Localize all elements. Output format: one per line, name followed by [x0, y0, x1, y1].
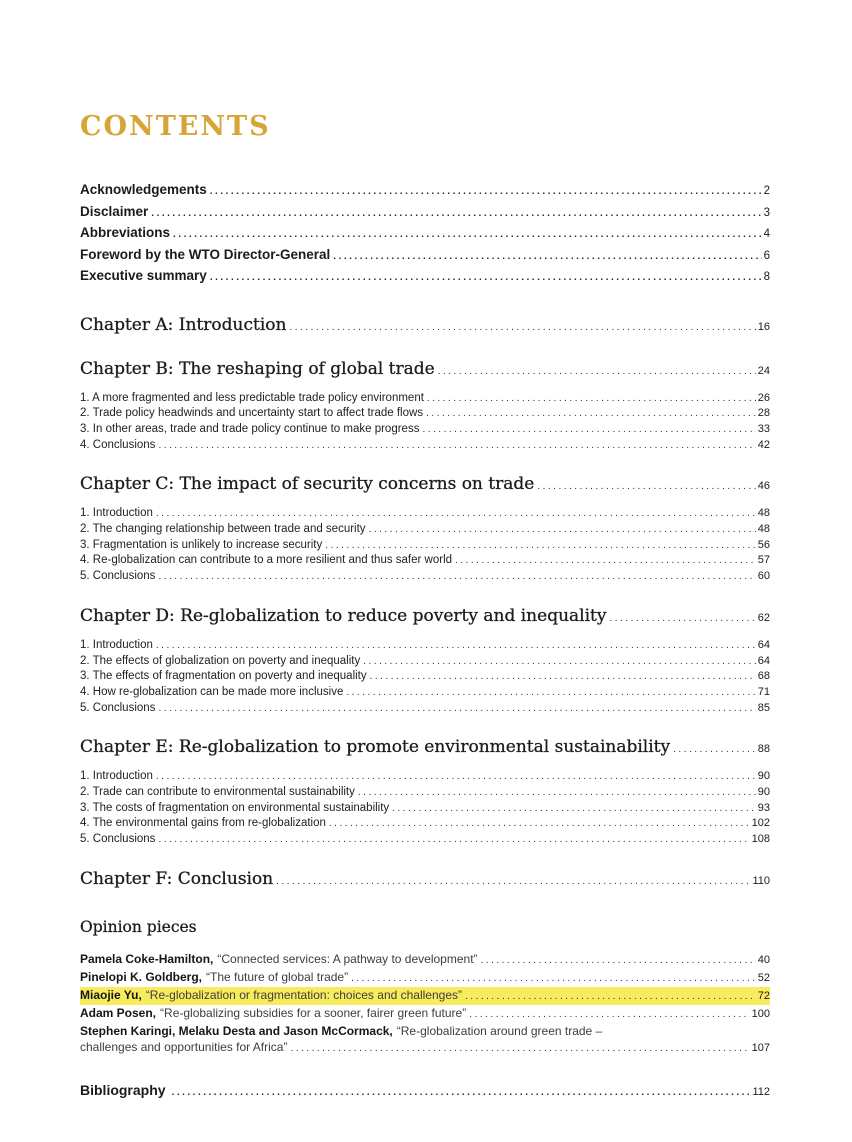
opinion-author: Stephen Karingi, Melaku Desta and Jason McCormack, [80, 1023, 393, 1038]
toc-subentry-page: 42 [757, 438, 770, 451]
dot-leader [172, 1083, 751, 1103]
dot-leader [392, 801, 756, 817]
toc-subentry[interactable] [80, 406, 770, 422]
toc-entry-opinion-coke-hamilton[interactable] [80, 951, 770, 969]
dot-leader [609, 609, 755, 629]
dot-leader [329, 816, 750, 832]
opinion-entry-line1 [80, 1023, 770, 1039]
toc-subentry-page: 90 [757, 786, 770, 799]
chapter-c-section [80, 474, 770, 585]
toc-entry-page: 8 [763, 271, 770, 283]
toc-subentry-page: 102 [751, 817, 770, 830]
chapter-d-section [80, 606, 770, 717]
chapter-title: Chapter A: Introduction [80, 314, 287, 335]
toc-entry-page: 100 [751, 1007, 770, 1020]
dot-leader [173, 225, 762, 245]
toc-entry-chapter-a[interactable] [80, 315, 770, 338]
toc-subentry[interactable] [80, 553, 770, 569]
dot-leader [438, 362, 756, 382]
toc-subentry-label: 3. In other areas, trade and trade policy continue to make progress [80, 422, 420, 435]
dot-leader [156, 769, 756, 785]
opinion-author: Pamela Coke-Hamilton, [80, 951, 214, 966]
toc-entry-disclaimer[interactable] [80, 202, 770, 224]
toc-subentry-label: 3. The costs of fragmentation on environmental sustainability [80, 801, 390, 814]
toc-subentry-page: 48 [757, 523, 770, 536]
toc-subentry-label: 4. The environmental gains from re-globalization [80, 817, 326, 830]
dot-leader [363, 654, 756, 670]
toc-entry-page: 3 [763, 206, 770, 219]
dot-leader [289, 318, 755, 338]
toc-entry-page: 112 [752, 1085, 770, 1098]
chapter-title: Chapter C: The impact of security concerns on trade [80, 474, 535, 495]
opinion-title: “Re-globalization around green trade – [396, 1023, 603, 1038]
toc-subentry[interactable] [80, 816, 770, 832]
toc-entry-page: 72 [757, 989, 770, 1002]
toc-entry-page: 4 [763, 228, 770, 240]
opinion-title: “The future of global trade” [206, 969, 349, 984]
toc-subentry-page: 64 [757, 638, 770, 651]
toc-subentry-label: 3. Fragmentation is unlikely to increase security [80, 538, 323, 551]
toc-subentry[interactable] [80, 801, 770, 817]
dot-leader [346, 685, 755, 701]
dot-leader [370, 669, 756, 685]
toc-subentry-label: 4. Conclusions [80, 438, 156, 451]
dot-leader [156, 506, 756, 522]
chapter-title: Chapter F: Conclusion [80, 868, 274, 889]
toc-entry-page: 52 [757, 971, 770, 984]
toc-subentry[interactable] [80, 685, 770, 701]
toc-subentry[interactable] [80, 832, 770, 848]
toc-entry-label: Executive summary [80, 268, 207, 283]
toc-subentry-label: 4. How re-globalization can be made more inclusive [80, 685, 344, 698]
dot-leader [210, 268, 762, 288]
toc-subentry-page: 108 [751, 833, 770, 846]
dot-leader [537, 477, 755, 497]
opinion-title-continued: challenges and opportunities for Africa” [80, 1039, 288, 1054]
dot-leader [158, 701, 755, 717]
toc-entry-page: 110 [752, 874, 770, 887]
dot-leader [465, 989, 756, 1005]
toc-subentry[interactable] [80, 769, 770, 785]
toc-entry-bibliography[interactable] [80, 1080, 770, 1103]
toc-subentry-page: 68 [757, 670, 770, 683]
dot-leader [358, 785, 756, 801]
opinion-author: Miaojie Yu, [80, 987, 142, 1002]
opinion-entry-line2 [80, 1039, 770, 1057]
opinion-pieces-section [80, 918, 770, 1057]
toc-entry-page: 2 [763, 185, 770, 197]
toc-subentry-page: 90 [757, 770, 770, 783]
page-title: CONTENTS [80, 111, 271, 142]
dot-leader [158, 438, 755, 454]
front-matter-section [80, 180, 770, 288]
toc-subentry-label: 5. Conclusions [80, 833, 156, 846]
opinion-title: “Re-globalization or fragmentation: choices and challenges” [145, 987, 462, 1002]
toc-subentry-page: 85 [757, 701, 770, 714]
toc-subentry-label: 3. The effects of fragmentation on poverty and inequality [80, 670, 367, 683]
dot-leader [422, 422, 755, 438]
dot-leader [210, 182, 762, 202]
toc-entry-executive-summary[interactable] [80, 266, 770, 288]
dot-leader [455, 553, 756, 569]
toc-subentry-label: 5. Conclusions [80, 701, 156, 714]
dot-leader [290, 1041, 749, 1057]
opinion-pieces-heading: Opinion pieces [80, 917, 197, 936]
toc-entry-label: Foreword by the WTO Director-General [80, 246, 331, 262]
toc-subentry-label: 4. Re-globalization can contribute to a more resilient and thus safer world [80, 554, 453, 567]
toc-entry-foreword[interactable] [80, 245, 770, 267]
dot-leader [351, 971, 756, 987]
toc-subentry[interactable] [80, 538, 770, 554]
toc-entry-opinion-goldberg[interactable] [80, 969, 770, 987]
chapter-title: Chapter B: The reshaping of global trade [80, 358, 435, 379]
toc-subentry[interactable] [80, 522, 770, 538]
dot-leader [469, 1007, 749, 1023]
dot-leader [325, 538, 756, 554]
toc-subentry-label: 1. Introduction [80, 638, 153, 651]
toc-subentry[interactable] [80, 506, 770, 522]
chapter-b-section [80, 359, 770, 454]
dot-leader [158, 832, 749, 848]
dot-leader [673, 740, 756, 760]
toc-subentry-page: 60 [757, 570, 770, 583]
dot-leader [369, 522, 756, 538]
toc-entry-abbreviations[interactable] [80, 223, 770, 245]
chapter-title: Chapter D: Re-globalization to reduce poverty and inequality [80, 605, 607, 626]
chapter-title: Chapter E: Re-globalization to promote environmental sustainability [80, 737, 671, 758]
toc-entry-page: 40 [757, 953, 770, 966]
toc-subentry-label: 2. Trade policy headwinds and uncertainty start to affect trade flows [80, 407, 424, 420]
toc-entry-page: 62 [757, 611, 770, 624]
toc-subentry[interactable] [80, 638, 770, 654]
dot-leader [481, 953, 756, 969]
toc-entry-label: Bibliography [80, 1081, 166, 1098]
toc-entry-page: 107 [751, 1041, 770, 1054]
toc-subentry-label: 2. Trade can contribute to environmental sustainability [80, 786, 355, 799]
toc-subentry-page: 57 [757, 554, 770, 567]
toc-subentry[interactable] [80, 438, 770, 454]
toc-subentry-label: 1. Introduction [80, 770, 153, 783]
toc-subentry-page: 48 [757, 507, 770, 520]
toc-entry-label: Disclaimer [80, 203, 149, 219]
toc-subentry-label: 5. Conclusions [80, 570, 156, 583]
dot-leader [276, 872, 750, 892]
toc-subentry-page: 33 [757, 422, 770, 435]
toc-entry-page: 6 [763, 249, 770, 262]
opinion-author: Pinelopi K. Goldberg, [80, 969, 203, 984]
toc-entry-page: 46 [757, 480, 770, 493]
opinion-author: Adam Posen, [80, 1005, 157, 1020]
toc-subentry-label: 1. A more fragmented and less predictable trade policy environment [80, 391, 424, 404]
toc-entry-label: Abbreviations [80, 225, 171, 240]
toc-entry-chapter-e[interactable] [80, 737, 770, 760]
toc-entry-page: 24 [757, 364, 770, 377]
dot-leader [158, 569, 755, 585]
toc-entry-chapter-c[interactable] [80, 474, 770, 497]
toc-entry-label: Acknowledgements [80, 182, 207, 197]
toc-subentry-label: 1. Introduction [80, 507, 153, 520]
toc-entry-chapter-d[interactable] [80, 606, 770, 629]
toc-subentry[interactable] [80, 669, 770, 685]
chapter-e-section [80, 737, 770, 848]
chapter-f-section [80, 869, 770, 892]
toc-subentry-page: 71 [757, 685, 770, 698]
dot-leader [156, 638, 756, 654]
dot-leader [151, 204, 761, 224]
chapter-a-section [80, 315, 770, 338]
toc-entry-chapter-f[interactable] [80, 869, 770, 892]
toc-entry-opinion-posen[interactable] [80, 1005, 770, 1023]
toc-subentry-page: 93 [757, 801, 770, 814]
toc-entry-page: 16 [757, 320, 770, 333]
toc-subentry[interactable] [80, 701, 770, 717]
toc-entry-acknowledgements[interactable] [80, 180, 770, 202]
opinion-title: “Re-globalizing subsidies for a sooner, fairer green future” [160, 1005, 467, 1020]
toc-entry-opinion-yu-highlighted[interactable] [80, 987, 770, 1005]
dot-leader [426, 406, 756, 422]
toc-subentry-label: 2. The effects of globalization on poverty and inequality [80, 654, 361, 667]
toc-subentry-page: 26 [757, 391, 770, 404]
toc-subentry[interactable] [80, 654, 770, 670]
opinion-title: “Connected services: A pathway to development” [217, 951, 478, 966]
toc-entry-page: 88 [757, 743, 770, 756]
toc-subentry-label: 2. The changing relationship between trade and security [80, 523, 366, 536]
toc-subentry-page: 56 [757, 538, 770, 551]
dot-leader [333, 247, 761, 267]
toc-subentry[interactable] [80, 391, 770, 407]
toc-subentry-page: 28 [757, 407, 770, 420]
toc-entry-opinion-karingi[interactable] [80, 1023, 770, 1057]
toc-subentry[interactable] [80, 422, 770, 438]
dot-leader [427, 391, 756, 407]
toc-subentry[interactable] [80, 569, 770, 585]
toc-subentry[interactable] [80, 785, 770, 801]
toc-subentry-page: 64 [757, 654, 770, 667]
toc-entry-chapter-b[interactable] [80, 359, 770, 382]
